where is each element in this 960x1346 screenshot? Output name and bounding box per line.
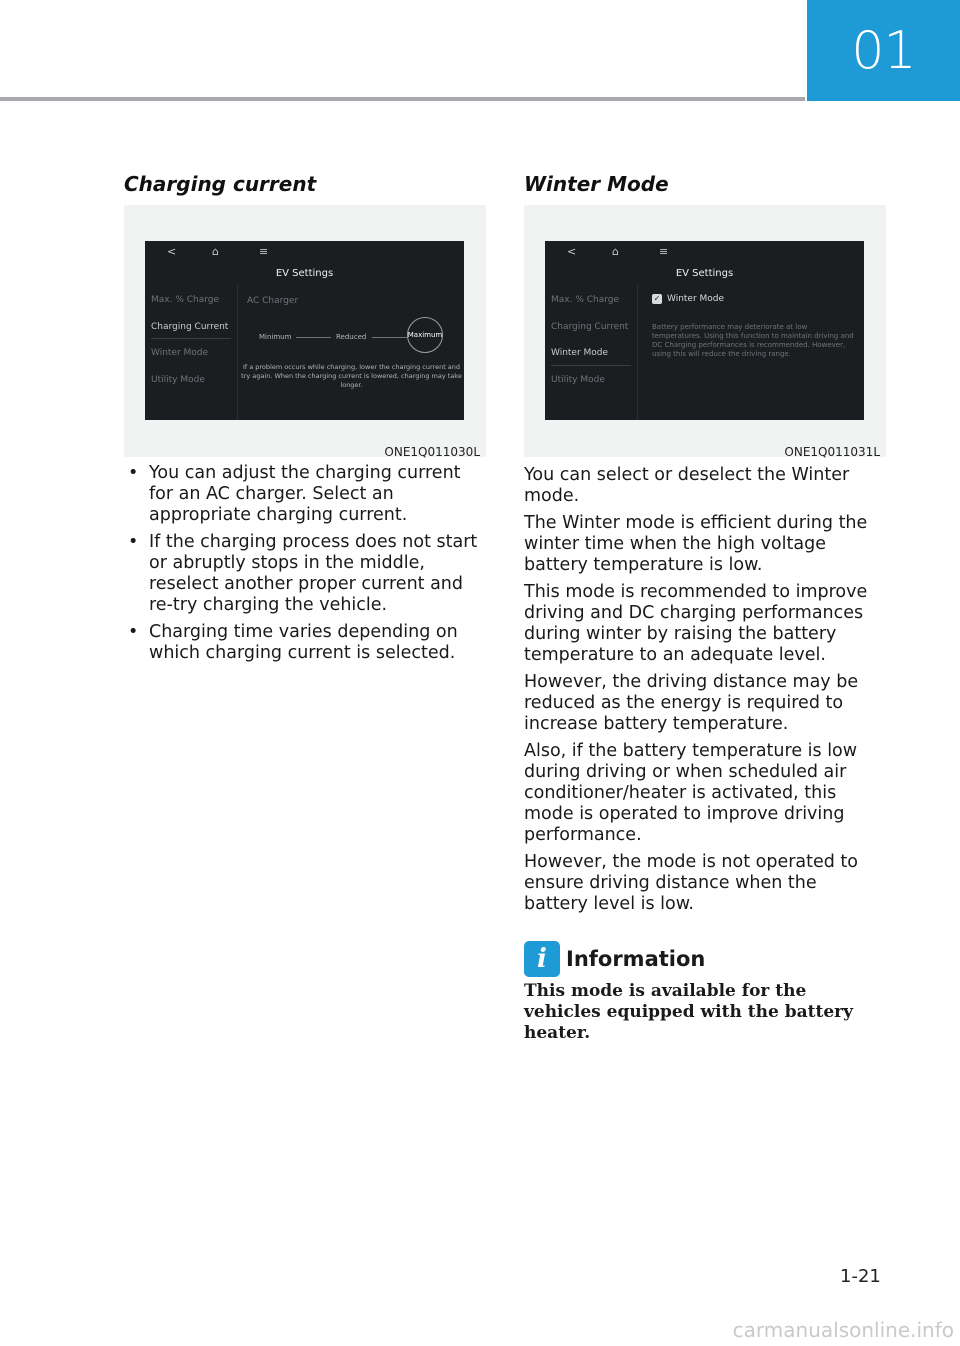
menu-icon[interactable]: ≡: [659, 245, 669, 258]
ac-charger-label: AC Charger: [247, 296, 299, 306]
option-maximum[interactable]: Maximum: [407, 317, 443, 353]
side-divider: [551, 365, 631, 366]
screen-title: EV Settings: [675, 268, 734, 279]
back-icon[interactable]: <: [167, 245, 177, 258]
side-item-utility-mode[interactable]: Utility Mode: [551, 375, 605, 385]
paragraph: However, the mode is not operated to ensure driving distance when the battery level is low.: [524, 852, 858, 914]
home-icon[interactable]: ⌂: [612, 245, 619, 258]
bullet-list: [128, 463, 478, 670]
figure-code: ONE1Q011030L: [384, 445, 480, 459]
figure-winter-mode: [524, 205, 886, 457]
information-header: [524, 941, 705, 977]
paragraph: This mode is recommended to improve driving and DC charging performances during winter by raising the battery temperature to an adequate level.: [524, 582, 868, 665]
menu-icon[interactable]: ≡: [259, 245, 269, 258]
screen-title: EV Settings: [275, 268, 334, 279]
paragraph: However, the driving distance may be reduced as the energy is required to increase battery temperature.: [524, 672, 859, 734]
list-item: • You can adjust the charging current for an AC charger. Select an appropriate charging current.: [128, 463, 478, 526]
figure-code: ONE1Q011031L: [784, 445, 880, 459]
screen-separator: [237, 285, 238, 420]
list-item: • If the charging process does not start or abruptly stops in the middle, reselect another proper current and re-try charging the vehicle.: [128, 532, 478, 616]
ev-settings-screen: [545, 241, 864, 420]
winter-mode-text: [524, 465, 886, 921]
figure-charging-current: [124, 205, 486, 457]
side-item-charging-current[interactable]: Charging Current: [551, 322, 629, 332]
option-minimum[interactable]: Minimum: [259, 333, 292, 341]
winter-mode-checkbox[interactable]: ✓: [653, 294, 661, 303]
side-item-winter-mode[interactable]: Winter Mode: [551, 348, 609, 358]
information-icon: i: [524, 941, 560, 977]
charging-note: If a problem occurs while charging, lower the charging current and try again. When the charging current is lowered, charging may take longer.: [241, 363, 462, 389]
section-title-charging-current: Charging current: [124, 172, 317, 196]
side-item-max-charge[interactable]: Max. % Charge: [151, 295, 220, 305]
page-number: 1-21: [840, 1266, 881, 1287]
information-body: This mode is available for the vehicles equipped with the battery heater.: [524, 981, 853, 1043]
option-track: [372, 337, 407, 338]
paragraph: You can select or deselect the Winter mode.: [524, 465, 850, 506]
screen-separator: [637, 285, 638, 420]
option-track: [296, 337, 331, 338]
back-icon[interactable]: <: [567, 245, 577, 258]
list-item: • Charging time varies depending on which charging current is selected.: [128, 622, 478, 664]
side-item-winter-mode[interactable]: Winter Mode: [151, 348, 209, 358]
header-rule: [0, 97, 805, 101]
side-item-utility-mode[interactable]: Utility Mode: [151, 375, 205, 385]
side-divider: [151, 338, 231, 339]
home-icon[interactable]: ⌂: [212, 245, 219, 258]
ev-settings-screen: [145, 241, 464, 420]
chapter-tab: 01: [807, 0, 960, 101]
watermark: carmanualsonline.info: [732, 1318, 954, 1342]
section-title-winter-mode: Winter Mode: [524, 172, 669, 196]
winter-mode-label[interactable]: Winter Mode: [667, 294, 725, 304]
side-item-charging-current[interactable]: Charging Current: [151, 322, 229, 332]
option-reduced[interactable]: Reduced: [336, 333, 367, 341]
winter-mode-description: Battery performance may deteriorate at low temperatures. Using this function to maintain driving and DC Charging performances is recommended. However, using this will reduce the driving range.: [652, 323, 854, 358]
side-item-max-charge[interactable]: Max. % Charge: [551, 295, 620, 305]
paragraph: Also, if the battery temperature is low during driving or when scheduled air conditioner/heater is activated, this mode is operated to improve driving performance.: [524, 741, 858, 845]
information-title: Information: [566, 947, 706, 971]
paragraph: The Winter mode is efficient during the winter time when the high voltage battery temperature is low.: [524, 513, 868, 575]
